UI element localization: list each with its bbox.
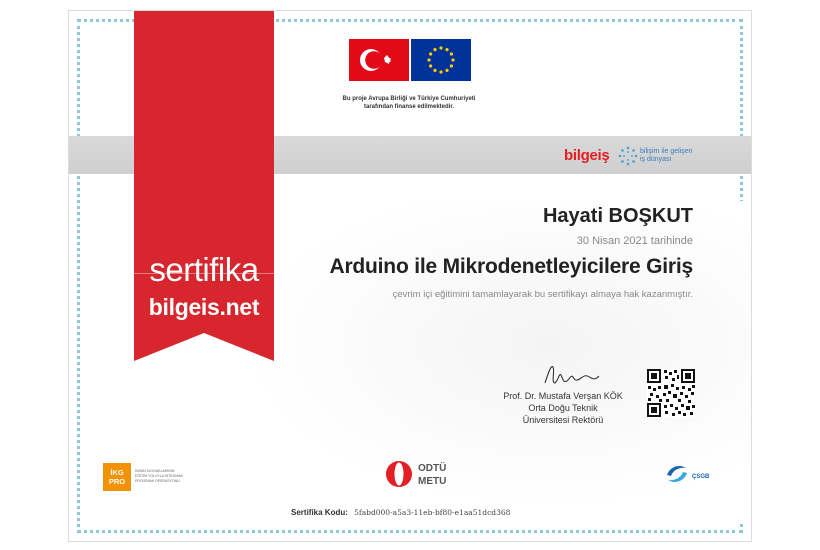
course-title: Arduino ile Mikrodenetleyicilere Giriş bbox=[329, 255, 693, 278]
certificate-code bbox=[291, 508, 510, 517]
ribbon-site: bilgeis.net bbox=[148, 294, 260, 320]
funding-notice bbox=[324, 95, 494, 111]
ribbon-word: sertifika bbox=[149, 251, 259, 288]
brand-tagline-1: bilişim ile gelişen bbox=[640, 148, 693, 155]
metu-tr-label: ODTÜ bbox=[418, 463, 447, 474]
bilgeis-logo-icon bbox=[564, 144, 744, 170]
ikg-logo-icon bbox=[103, 463, 187, 493]
brand-tagline-2: iş dünyası bbox=[640, 156, 672, 163]
certificate-frame bbox=[68, 10, 752, 542]
metu-emblem-icon bbox=[385, 460, 413, 488]
csgb-mark-icon bbox=[664, 461, 690, 487]
certificate-code-value[interactable]: 5fabd000-a5a3-11eb-bf80-e1aa51dcd368 bbox=[354, 508, 511, 517]
brand-name: bilgeiş bbox=[564, 147, 610, 164]
metu-en-label: METU bbox=[418, 476, 447, 487]
signatory-org-line-1: Orta Doğu Teknik bbox=[528, 403, 598, 413]
ikg-label-2: PRO bbox=[108, 477, 126, 486]
date-line: 30 Nisan 2021 tarihinde bbox=[576, 235, 693, 247]
ikg-label-1: İKG bbox=[110, 468, 124, 477]
certificate-code-label: Sertifika Kodu: bbox=[291, 508, 348, 517]
csgb-label: ÇSGB bbox=[692, 474, 710, 480]
funding-line-1: Bu proje Avrupa Birliği ve Türkiye Cumhuriyeti bbox=[342, 96, 476, 102]
signature-icon bbox=[541, 361, 601, 389]
turkish-flag-icon bbox=[349, 39, 409, 81]
completion-text: çevrim içi eğitimini tamamlayarak bu sertifikayı almaya hak kazanmıştır. bbox=[392, 289, 693, 300]
red-ribbon bbox=[134, 11, 274, 361]
signatory-org-line-2: Üniversitesi Rektörü bbox=[522, 415, 604, 425]
brand-dots-icon bbox=[618, 146, 638, 166]
csgb-logo-icon bbox=[664, 459, 724, 495]
recipient-name: Hayati BOŞKUT bbox=[542, 205, 693, 227]
signatory-name: Prof. Dr. Mustafa Verşan KÖK bbox=[503, 391, 623, 401]
ikg-text: İNSAN KAYNAKLARININ EĞİTİM YOLUYLA İSTİHDAMI PROGRAMI OPERASYONU bbox=[135, 469, 183, 483]
signature-block bbox=[479, 361, 647, 436]
metu-logo-icon bbox=[385, 459, 465, 491]
qr-code-icon[interactable] bbox=[647, 369, 695, 417]
eu-flag-icon bbox=[411, 39, 471, 81]
ikg-badge bbox=[103, 463, 131, 491]
funding-line-2: tarafından finanse edilmektedir. bbox=[363, 104, 455, 110]
flags bbox=[349, 39, 473, 89]
